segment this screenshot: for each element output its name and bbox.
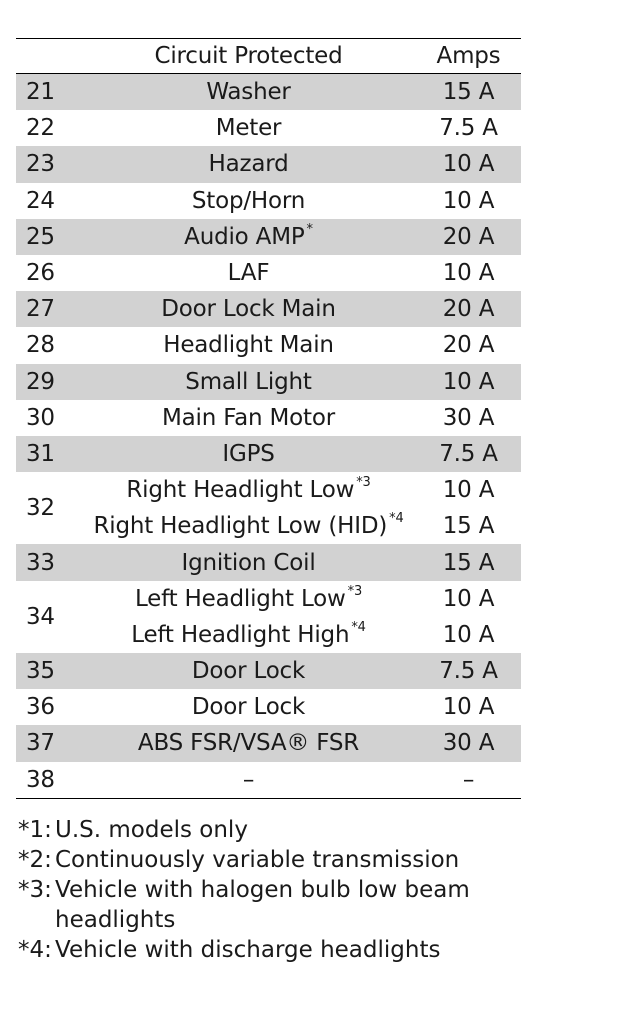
footnote — [18, 845, 538, 875]
table-row — [16, 255, 521, 291]
circuit-name: – — [242, 766, 255, 793]
circuit-name-cell — [81, 617, 416, 653]
circuit-name: Hazard — [208, 151, 289, 178]
table-row — [16, 544, 521, 580]
table-row — [16, 653, 521, 689]
header-circuit: Circuit Protected — [81, 39, 416, 74]
amps-value: 10 A — [416, 364, 521, 400]
table-row — [16, 183, 521, 219]
footnote-text: Vehicle with halogen bulb low beam headlights — [55, 877, 470, 933]
circuit-name-cell — [81, 183, 416, 219]
footnote-reference: *3 — [356, 475, 371, 491]
circuit-name-cell — [81, 544, 416, 580]
amps-value: 10 A — [442, 477, 495, 504]
circuit-name-cell — [81, 689, 416, 725]
circuit-name-cell — [81, 581, 416, 617]
fuse-number: 32 — [26, 495, 55, 522]
table-row — [16, 508, 521, 544]
circuit-name: ABS FSR/VSA® FSR — [137, 730, 360, 757]
circuit-name-cell — [81, 762, 416, 799]
footnote-reference: * — [306, 221, 313, 237]
fuse-number: 22 — [26, 115, 55, 142]
amps-value: 10 A — [442, 260, 495, 287]
circuit-name: Stop/Horn — [191, 187, 306, 214]
circuit-name-cell — [81, 653, 416, 689]
footnote-marker: *4: — [18, 937, 52, 963]
table-row — [16, 364, 521, 400]
amps-value: 15 A — [416, 74, 521, 111]
footnote — [18, 935, 538, 965]
footnote — [18, 815, 538, 845]
circuit-name-cell — [81, 725, 416, 761]
circuit-name-cell — [81, 472, 416, 508]
circuit-name: Main Fan Motor — [162, 404, 335, 431]
circuit-name: IGPS — [222, 440, 275, 467]
circuit-name-cell — [81, 291, 416, 327]
table-row — [16, 219, 521, 255]
circuit-name-cell — [81, 219, 416, 255]
footnote-reference: *4 — [351, 619, 366, 635]
table-header-row — [16, 39, 521, 74]
circuit-name-cell — [81, 110, 416, 146]
table-row — [16, 327, 521, 363]
amps-value: 30 A — [442, 404, 495, 431]
fuse-number: 27 — [16, 291, 81, 327]
table-body — [16, 74, 521, 799]
table-row — [16, 472, 521, 508]
circuit-name: Door Lock — [191, 658, 306, 685]
footnote — [18, 875, 538, 935]
amps-value: 15 A — [416, 544, 521, 580]
table-row — [16, 110, 521, 146]
amps-value: 10 A — [416, 146, 521, 182]
fuse-table — [16, 38, 521, 799]
header-amps: Amps — [416, 39, 521, 74]
circuit-name: Small Light — [185, 368, 312, 395]
footnote-marker: *2: — [18, 847, 52, 873]
footnote-marker: *1: — [18, 817, 52, 843]
table-row — [16, 617, 521, 653]
circuit-name: Audio AMP — [184, 223, 305, 250]
circuit-name: Washer — [206, 79, 291, 106]
footnote-text: U.S. models only — [55, 817, 248, 843]
amps-value: 20 A — [442, 332, 495, 359]
table-row — [16, 146, 521, 182]
table-row — [16, 291, 521, 327]
fuse-number: 25 — [16, 219, 81, 255]
amps-value: 10 A — [442, 621, 495, 648]
table-row — [16, 400, 521, 436]
fuse-number: 30 — [26, 404, 55, 431]
circuit-name: Ignition Coil — [181, 549, 316, 576]
fuse-number: 29 — [16, 364, 81, 400]
fuse-number: 21 — [16, 74, 81, 111]
circuit-name: Left Headlight High — [131, 621, 350, 648]
circuit-name: Headlight Main — [163, 332, 334, 359]
table-row — [16, 74, 521, 111]
amps-value: 10 A — [442, 187, 495, 214]
circuit-name: Right Headlight Low (HID) — [93, 513, 388, 540]
fuse-number: 23 — [16, 146, 81, 182]
table-row — [16, 725, 521, 761]
fuse-number: 36 — [26, 694, 55, 721]
circuit-name: Meter — [215, 115, 282, 142]
fuse-number: 35 — [16, 653, 81, 689]
table-row — [16, 436, 521, 472]
table-row — [16, 762, 521, 799]
circuit-name: Right Headlight Low — [126, 477, 355, 504]
circuit-name-cell — [81, 146, 416, 182]
circuit-name: LAF — [227, 260, 270, 287]
fuse-number: 37 — [16, 725, 81, 761]
circuit-name-cell — [81, 508, 416, 544]
footnote-reference: *3 — [347, 583, 363, 599]
fuse-number: 38 — [26, 766, 55, 793]
amps-value: 30 A — [416, 725, 521, 761]
footnote-text: Continuously variable transmission — [55, 847, 460, 873]
amps-value: 15 A — [442, 513, 495, 540]
circuit-name: Left Headlight Low — [134, 585, 346, 612]
table-row — [16, 581, 521, 617]
fuse-number: 24 — [26, 187, 55, 214]
fuse-number: 28 — [26, 332, 55, 359]
circuit-name-cell — [81, 400, 416, 436]
amps-value: 7.5 A — [439, 115, 498, 142]
amps-value: 10 A — [442, 694, 495, 721]
circuit-name-cell — [81, 255, 416, 291]
circuit-name-cell — [81, 436, 416, 472]
circuit-name: Door Lock Main — [161, 296, 336, 323]
circuit-name: Door Lock — [191, 694, 306, 721]
footnote-marker: *3: — [18, 877, 52, 903]
amps-value: 20 A — [416, 219, 521, 255]
footnote-reference: *4 — [389, 511, 404, 527]
table-row — [16, 689, 521, 725]
amps-value: – — [462, 766, 475, 793]
fuse-number: 26 — [26, 260, 55, 287]
fuse-number: 31 — [16, 436, 81, 472]
footnotes — [18, 815, 538, 965]
amps-value: 20 A — [416, 291, 521, 327]
circuit-name-cell — [81, 327, 416, 363]
amps-value: 7.5 A — [416, 436, 521, 472]
circuit-name-cell — [81, 74, 416, 111]
amps-value: 7.5 A — [416, 653, 521, 689]
amps-value: 10 A — [442, 585, 495, 612]
circuit-name-cell — [81, 364, 416, 400]
fuse-number: 33 — [16, 544, 81, 580]
fuse-number: 34 — [26, 603, 55, 630]
footnote-text: Vehicle with discharge headlights — [55, 937, 441, 963]
header-number — [16, 39, 81, 74]
